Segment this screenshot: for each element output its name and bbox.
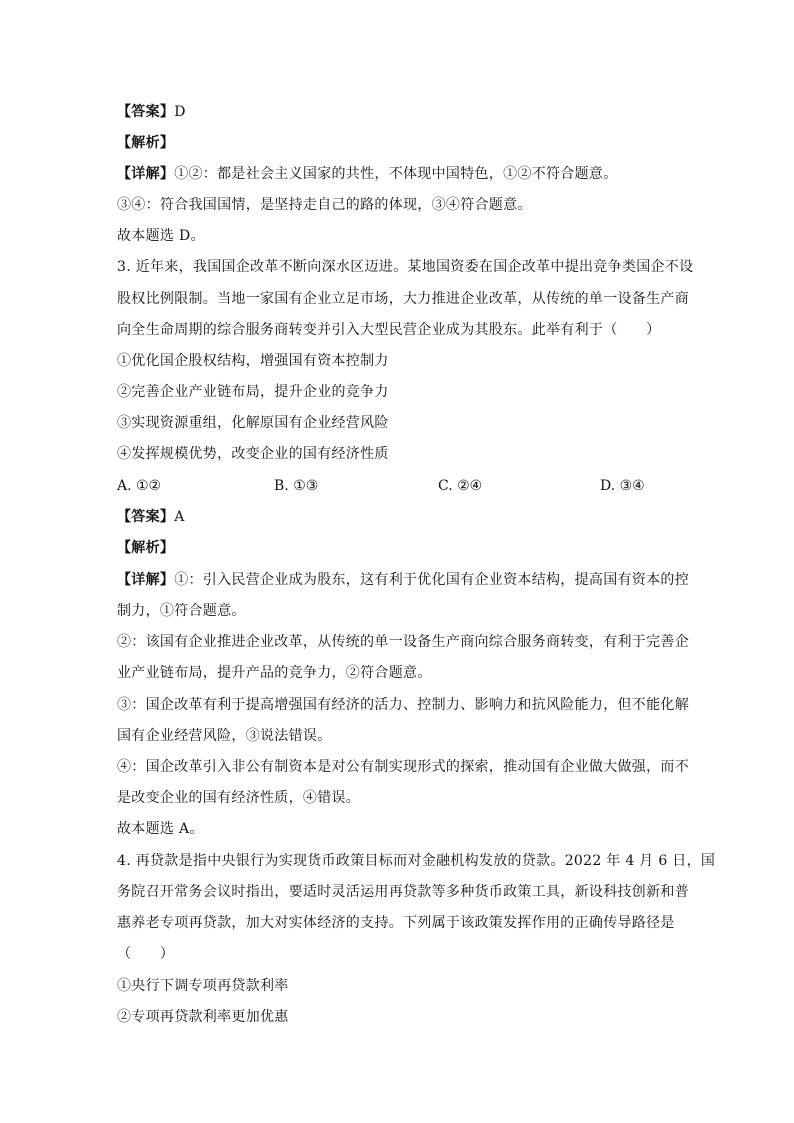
answer-tag: 【答案】 (117, 509, 175, 525)
detail-tag: 【详解】 (117, 572, 175, 588)
detail-line (117, 164, 618, 184)
analysis-heading (117, 538, 174, 558)
detail-line: 业产业链布局，提升产品的竞争力，②符合题意。 (117, 665, 432, 681)
answer-value: A (174, 509, 185, 525)
detail-line (117, 570, 689, 590)
statement-item: ②专项再贷款利率更加优惠 (117, 1009, 289, 1025)
analysis-tag: 【解析】 (117, 135, 175, 151)
option-b: B. ①③ (274, 478, 319, 494)
statement-item: ④发挥规模优势，改变企业的国有经济性质 (117, 446, 389, 462)
analysis-heading (117, 133, 174, 153)
detail-line: ③：国企改革有利于提高增强国有经济的活力、控制力、影响力和抗风险能力，但不能化解 (117, 697, 689, 713)
conclusion-line: 故本题选 A。 (117, 821, 204, 837)
detail-line: ③④：符合我国国情，是坚持走自己的路的体现，③④符合题意。 (117, 197, 532, 213)
detail-line: 国有企业经营风险，③说法错误。 (117, 728, 332, 744)
statement-item: ②完善企业产业链布局，提升企业的竞争力 (117, 384, 389, 400)
question-stem-line: （ ） (117, 946, 175, 962)
answer-line (117, 507, 185, 527)
detail-text: ①②：都是社会主义国家的共性，不体现中国特色，①②不符合题意。 (174, 166, 618, 182)
question-stem-line: 务院召开常务会议时指出，要适时灵活运用再贷款等多种货币政策工具，新设科技创新和普 (117, 884, 689, 900)
question-stem-line: 3. 近年来，我国国企改革不断向深水区迈进。某地国资委在国企改革中提出竞争类国企不设 (117, 259, 694, 275)
option-c: C. ②④ (438, 478, 483, 494)
option-d: D. ③④ (600, 478, 645, 494)
detail-tag: 【详解】 (117, 166, 175, 182)
option-a: A. ①② (117, 478, 162, 494)
detail-line: 是改变企业的国有经济性质，④错误。 (117, 790, 361, 806)
detail-line: ④：国企改革引入非公有制资本是对公有制实现形式的探索，推动国有企业做大做强，而不 (117, 759, 689, 775)
statement-item: ①优化国企股权结构，增强国有资本控制力 (117, 353, 389, 369)
answer-line (117, 102, 186, 122)
detail-line: ②：该国有企业推进企业改革，从传统的单一设备生产商向综合服务商转变，有利于完善企 (117, 634, 689, 650)
answer-value: D (174, 104, 186, 120)
conclusion-line: 故本题选 D。 (117, 228, 205, 244)
question-stem-line: 惠养老专项再贷款，加大对实体经济的支持。下列属于该政策发挥作用的正确传导路径是 (117, 915, 675, 931)
analysis-tag: 【解析】 (117, 540, 175, 556)
detail-text: ①：引入民营企业成为股东，这有利于优化国有企业资本结构，提高国有资本的控 (174, 572, 690, 588)
detail-line: 制力，①符合题意。 (117, 603, 246, 619)
answer-tag: 【答案】 (117, 104, 175, 120)
question-stem-line: 4. 再贷款是指中央银行为实现货币政策目标而对金融机构发放的贷款。2022 年 4 月 6 日，国 (117, 853, 716, 869)
question-stem-line: 股权比例限制。当地一家国有企业立足市场，大力推进企业改革，从传统的单一设备生产商 (117, 291, 689, 307)
statement-item: ①央行下调专项再贷款利率 (117, 978, 289, 994)
statement-item: ③实现资源重组，化解原国有企业经营风险 (117, 415, 389, 431)
question-stem-line: 向全生命周期的综合服务商转变并引入大型民营企业成为其股东。此举有利于（ ） (117, 322, 661, 338)
